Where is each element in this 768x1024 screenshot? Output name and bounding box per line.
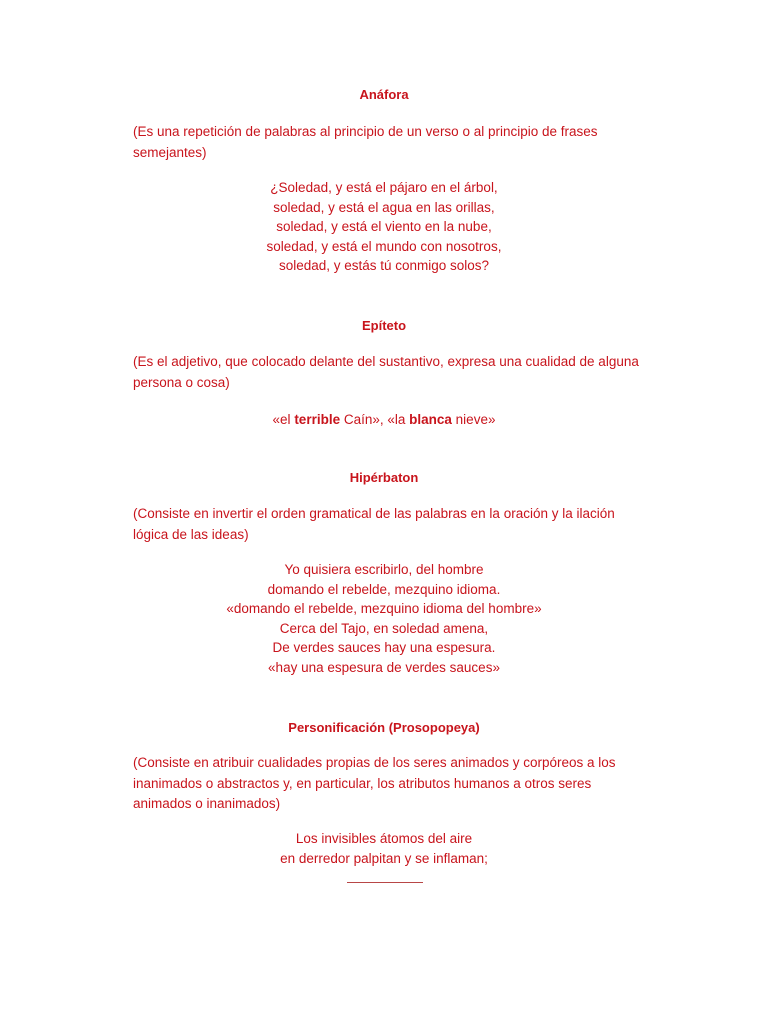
example-emphasis: blanca — [409, 412, 452, 427]
verse-line: «hay una espesura de verdes sauces» — [268, 659, 500, 675]
description-personificacion: (Consiste en atribuir cualidades propias de los seres animados y corpóreos a los inanimados o abstractos y, en particular, los atributos humanos a otros seres animados o inanimados) — [133, 755, 616, 811]
description-epiteto: (Es el adjetivo, que colocado delante del sustantivo, expresa una cualidad de alguna persona o cosa) — [133, 354, 639, 390]
heading-epiteto: Epíteto — [361, 318, 407, 333]
verse-line: domando el rebelde, mezquino idioma. — [267, 581, 501, 597]
footnote-divider — [347, 882, 423, 883]
verse-line: ¿Soledad, y está el pájaro en el árbol, — [270, 180, 498, 195]
verse-anafora — [0, 178, 768, 276]
example-epiteto — [0, 410, 768, 429]
example-text: nieve» — [451, 412, 496, 427]
heading-personificacion: Personificación (Prosopopeya) — [288, 720, 480, 735]
verse-line: en derredor palpitan y se inflaman; — [280, 850, 488, 866]
verse-line: Cerca del Tajo, en soledad amena, — [279, 620, 489, 636]
verse-personificacion — [0, 829, 768, 868]
heading-anafora: Anáfora — [359, 87, 409, 102]
verse-line: De verdes sauces hay una espesura. — [272, 640, 496, 656]
verse-line: soledad, y está el mundo con nosotros, — [266, 238, 502, 254]
example-text: Caín», «la — [340, 412, 410, 427]
heading-hiperbaton: Hipérbaton — [349, 470, 419, 485]
example-text: «el — [272, 412, 295, 427]
verse-line: «domando el rebelde, mezquino idioma del hombre» — [226, 601, 542, 617]
verse-line: soledad, y está el agua en las orillas, — [273, 199, 495, 215]
verse-line: Los invisibles átomos del aire — [295, 831, 473, 846]
example-emphasis: terrible — [294, 412, 341, 427]
description-hiperbaton: (Consiste en invertir el orden gramatical de las palabras en la oración y la ilación lógica de las ideas) — [133, 506, 615, 542]
verse-line: soledad, y estás tú conmigo solos? — [278, 258, 490, 274]
verse-line: Yo quisiera escribirlo, del hombre — [284, 562, 484, 577]
description-anafora: (Es una repetición de palabras al principio de un verso o al principio de frases semejantes) — [133, 124, 598, 160]
verse-line: soledad, y está el viento en la nube, — [276, 219, 492, 235]
verse-hiperbaton — [0, 560, 768, 678]
